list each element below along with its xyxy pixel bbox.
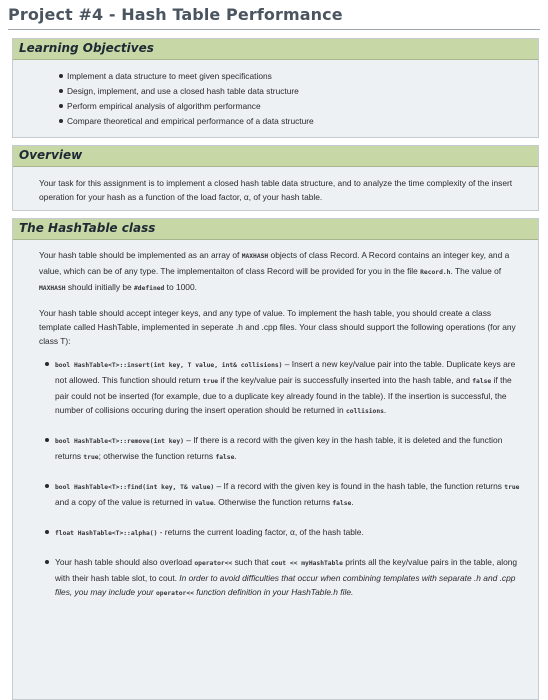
list-item: Design, implement, and use a closed hash table data structure (39, 84, 520, 99)
hashtable-operations-paragraph: Your hash table should accept integer keys, and any type of value. To implement the hash table, you should create a class template called HashTable, implemented in seperate .h and .cpp files. Your class should support the following operations (for any class T): (39, 308, 516, 346)
hashtable-intro-paragraph: Your hash table should be implemented as an array of MAXHASH objects of class Record. A Record contains an integer key, and a value, which can be of any type. The implementaiton of class Record will be provided for you in the file Record.h. The value of MAXHASH should initially be #defined to 1000. (39, 250, 510, 292)
learning-objectives-heading: Learning Objectives (13, 39, 538, 60)
objectives-list (39, 69, 520, 129)
page-title: Project #4 - Hash Table Performance (8, 5, 343, 24)
list-item: Implement a data structure to meet given specifications (39, 69, 520, 84)
overview-section (12, 145, 539, 211)
insert-signature: bool HashTable<T>::insert(int key, T value, int& collisions) (55, 362, 283, 369)
overload-list (39, 555, 520, 601)
operations-list (39, 357, 520, 541)
title-divider (8, 29, 540, 30)
remove-signature: bool HashTable<T>::remove(int key) (55, 438, 184, 445)
hashtable-section (12, 218, 539, 700)
overview-heading: Overview (13, 146, 538, 167)
operation-insert: bool HashTable<T>::insert(int key, T value, int& collisions) – Insert a new key/value pair into the table. Duplicate keys are not allowed. This function should return true if the key/value pair is successfully inserted into the hash table, and false if the pair could not be inserted (for example, due to a duplicate key already found in the table). If the insertion is successful, the number of collisions occuring during the insert operation should be returned in collisions. (39, 357, 520, 419)
overview-text: Your task for this assignment is to implement a closed hash table data structure, and to analyze the time complexity of the insert operation for your hash as a function of the load factor, α, of your hash table. (39, 178, 513, 202)
code-maxhash: MAXHASH (241, 253, 269, 260)
operation-remove: bool HashTable<T>::remove(int key) – If there is a record with the given key in the hash table, it is deleted and the function returns true; otherwise the function returns false. (39, 433, 520, 465)
alpha-signature: float HashTable<T>::alpha() (55, 530, 158, 537)
hashtable-heading: The HashTable class (13, 219, 538, 240)
operation-find: bool HashTable<T>::find(int key, T& value) – If a record with the given key is found in the hash table, the function returns true and a copy of the value is returned in value. Otherwise the function returns false. (39, 479, 520, 511)
code-record-h: Record.h (420, 269, 451, 276)
learning-objectives-section (12, 38, 539, 138)
code-defined: #defined (133, 285, 165, 292)
operation-alpha: float HashTable<T>::alpha() - returns the current loading factor, α, of the hash table. (39, 525, 520, 541)
list-item: Perform empirical analysis of algorithm performance (39, 99, 520, 114)
find-signature: bool HashTable<T>::find(int key, T& value) (55, 484, 215, 491)
list-item: Compare theoretical and empirical performance of a data structure (39, 114, 520, 129)
code-maxhash: MAXHASH (39, 285, 66, 292)
operation-overload: Your hash table should also overload operator<< such that cout << myHashTable prints all the key/value pairs in the table, along with their hash table slot, to cout. In order to avoid difficulties that occur when combining templates with separate .h and .cpp files, you may include your operator<< function definition in your HashTable.h file. (39, 555, 520, 601)
